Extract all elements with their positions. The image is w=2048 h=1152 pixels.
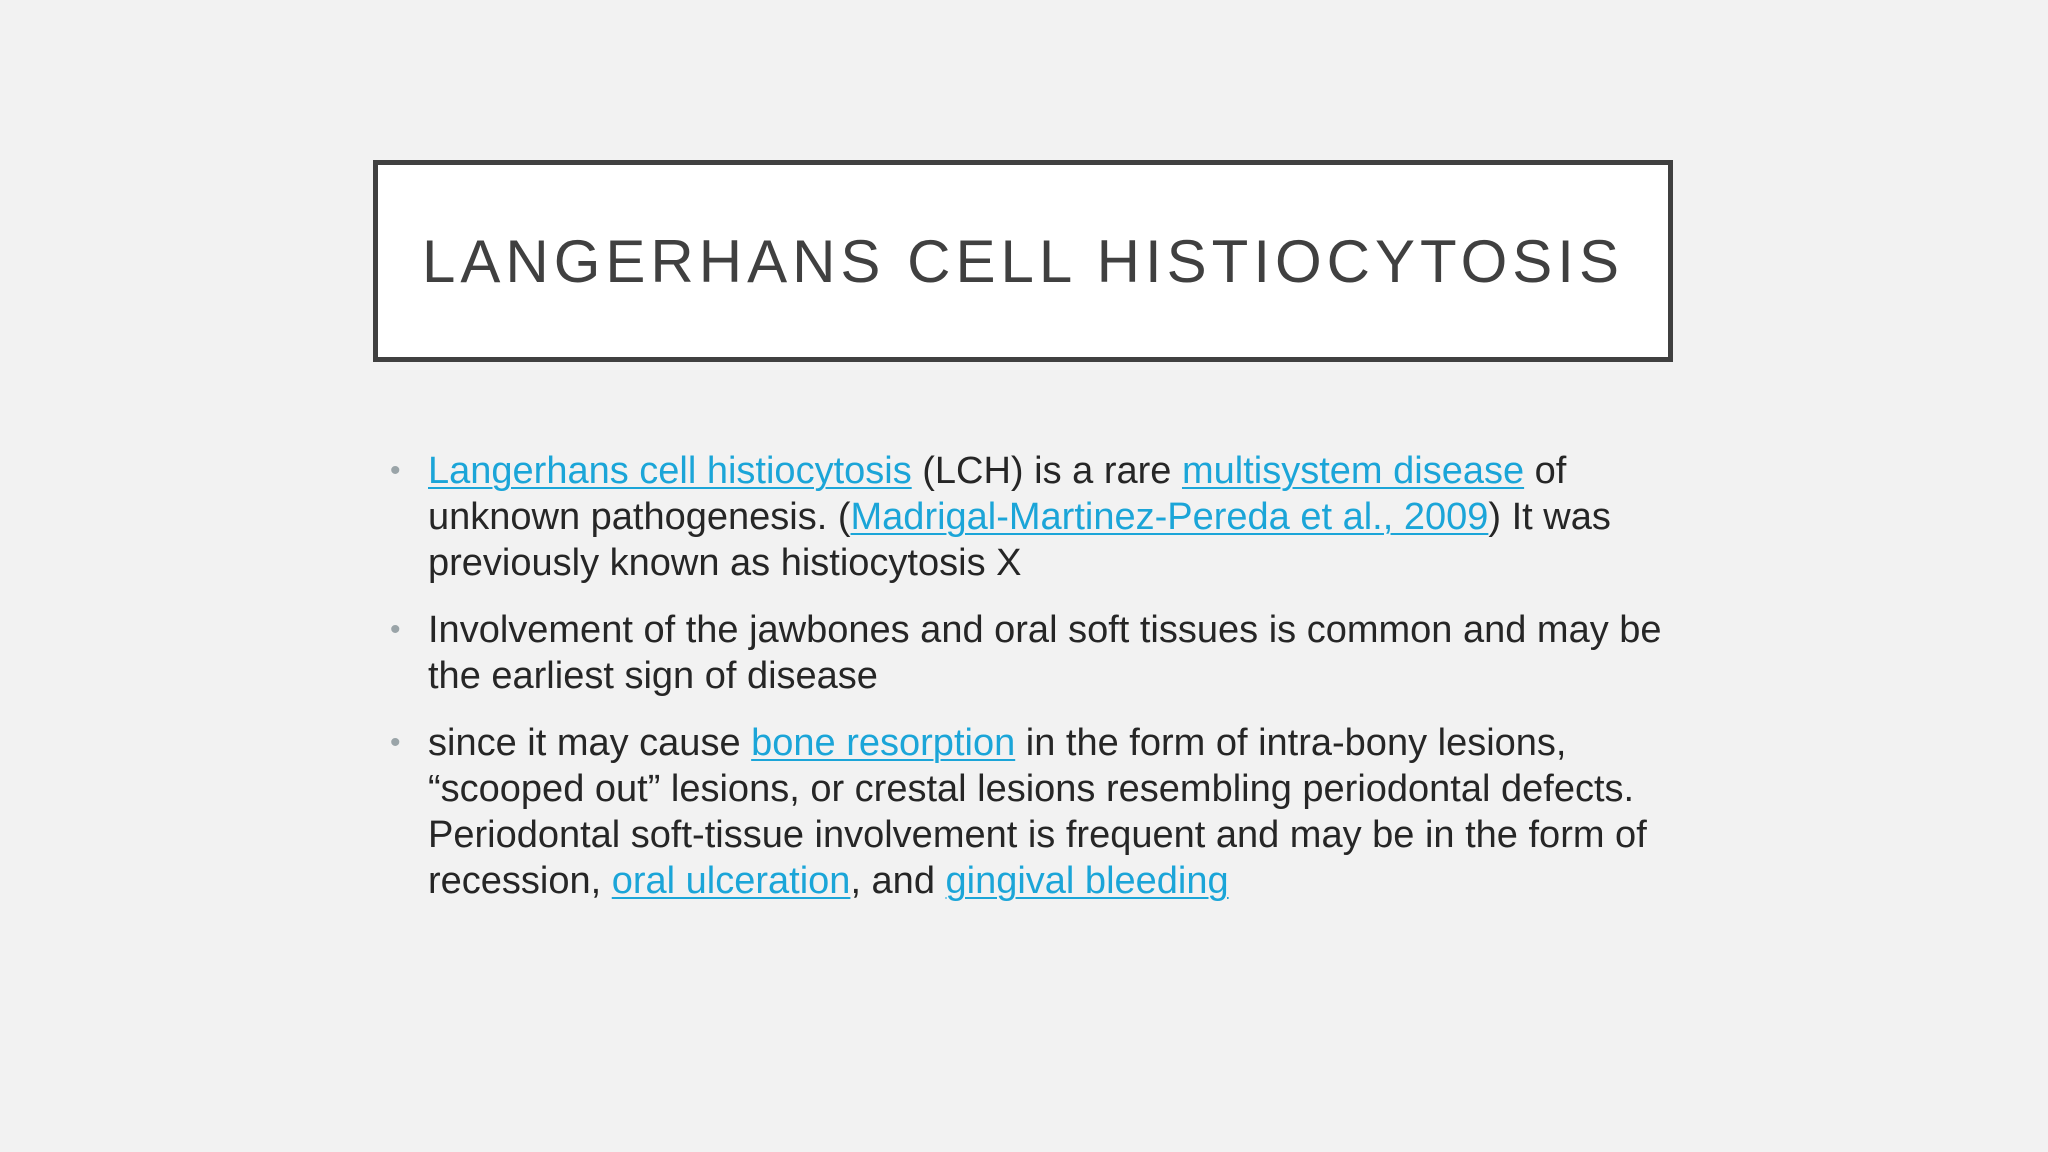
link-oral-ulceration[interactable]: oral ulceration <box>611 860 851 902</box>
slide-title: LANGERHANS CELL HISTIOCYTOSIS <box>422 227 1624 295</box>
bullet-icon: • <box>390 454 401 487</box>
bullet-text: , and <box>850 860 946 902</box>
bullet-text: of unknown pathogenesis. ( <box>428 450 1567 538</box>
title-box <box>373 160 1673 362</box>
bullet-text: in the form of intra-bony lesions, “scooped out” lesions, or crestal lesions resembling periodontal defects. Periodontal soft-tissue involvement is frequent and may be in the form of recession, <box>428 722 1647 902</box>
link-citation[interactable]: Madrigal-Martinez-Pereda et al., 2009 <box>850 496 1489 538</box>
bullet-text: (LCH) is a rare <box>911 450 1182 492</box>
bullet-text: ) It was previously known as histiocytosis X <box>428 496 1611 584</box>
bullet-icon: • <box>390 613 401 646</box>
link-multisystem-disease[interactable]: multisystem disease <box>1181 450 1525 492</box>
bullet-item-bone-resorption <box>390 720 1690 904</box>
bullet-text: since it may cause <box>428 722 752 764</box>
link-bone-resorption[interactable]: bone resorption <box>751 722 1016 764</box>
link-gingival-bleeding[interactable]: gingival bleeding <box>945 860 1229 902</box>
bullet-item-jawbone-involvement <box>390 607 1690 699</box>
link-langerhans-cell-histiocytosis[interactable]: Langerhans cell histiocytosis <box>428 450 912 492</box>
bullet-text: Involvement of the jawbones and oral soft tissues is common and may be the earliest sign of disease <box>428 609 1662 697</box>
bullet-icon: • <box>390 726 401 759</box>
bullet-list <box>390 448 1690 925</box>
bullet-item-lch-definition <box>390 448 1690 586</box>
